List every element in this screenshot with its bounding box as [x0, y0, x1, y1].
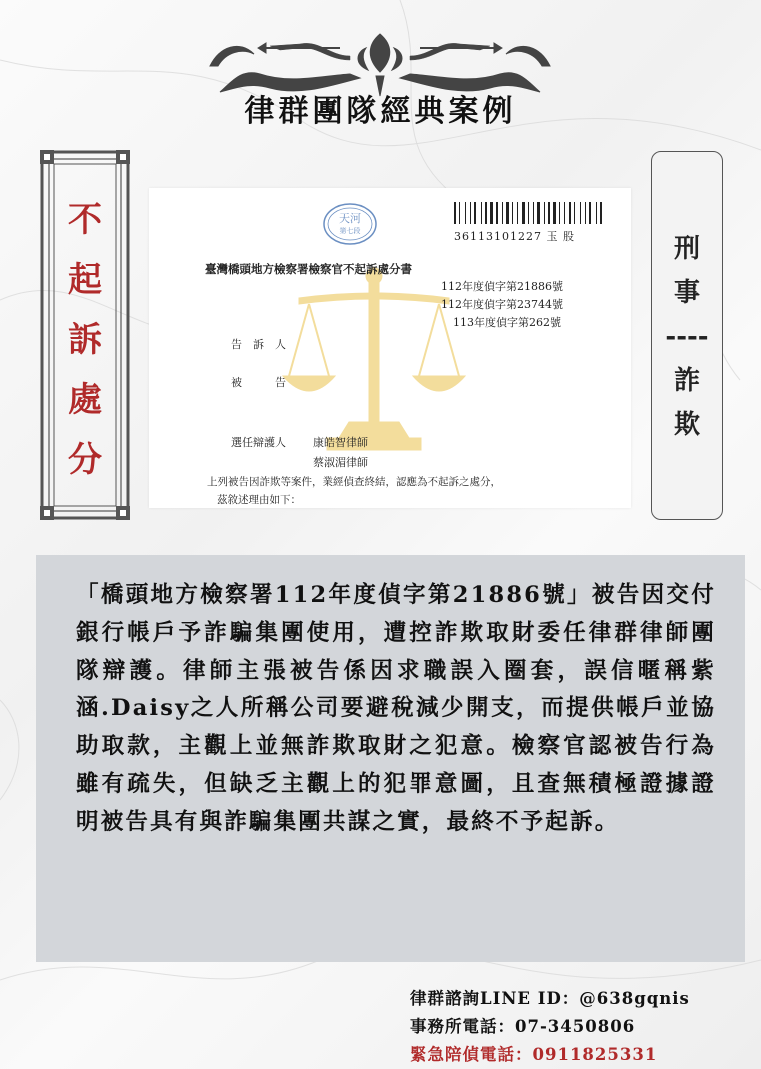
document-title: 臺灣橋頭地方檢察署檢察官不起訴處分書: [205, 262, 412, 276]
complainant-label: 告 訴 人: [231, 338, 286, 351]
page-title: 律群團隊經典案例: [244, 94, 517, 129]
lawyer-name: 康皓智律師: [313, 436, 368, 449]
document-paragraph: 茲敘述理由如下：: [217, 494, 301, 506]
verdict-char: 起: [68, 260, 102, 300]
contact-emergency-phone: 緊急陪偵電話：0911825331: [410, 1045, 658, 1064]
case-summary-text: 「橋頭地方檢察署112年度偵字第21886號」被告因交付銀行帳戶予詐騙集團使用，遭控詐欺取財委任律群律師團隊辯護。律師主張被告係因求職誤入圈套，誤信暱稱紫涵.Daisy之人所稱公司要避稅減少開支，而提供帳戶並協助取款，主觀上並無詐欺取財之犯意。檢察官認被告行為雖有疏失，但缺乏主觀上的犯罪意圖，且查無積極證據證明被告具有與詐騙集團共謀之實，最終不予起訴。: [76, 582, 716, 835]
case-type-char: 事: [673, 278, 700, 308]
document-image: [149, 188, 631, 508]
case-type-label: [652, 227, 722, 447]
document-paragraph: 上列被告因詐欺等案件，業經偵查終結，認應為不起訴之處分，: [207, 476, 501, 488]
verdict-char: 不: [68, 200, 102, 240]
case-number: 112年度偵字第21886號: [441, 280, 563, 293]
case-type-char: 刑: [673, 234, 700, 264]
verdict-frame: [40, 150, 130, 520]
case-type-char: 詐: [673, 366, 700, 396]
verdict-label: [40, 190, 130, 490]
stamp-icon: [321, 200, 379, 248]
verdict-char: 訴: [68, 320, 102, 360]
barcode-number: 36113101227 玉 股: [454, 230, 575, 243]
stamp-subtext: 第七段: [339, 227, 361, 235]
case-summary-panel: [36, 555, 745, 962]
case-type-char: 欺: [673, 410, 700, 440]
defender-label: 選任辯護人: [231, 436, 286, 449]
case-number: 113年度偵字第262號: [453, 316, 561, 329]
verdict-char: 分: [68, 440, 102, 480]
defendant-label: 被 告: [231, 376, 286, 389]
case-type-box: [651, 151, 723, 520]
verdict-char: 處: [68, 380, 102, 420]
lawyer-name: 蔡淑湄律師: [313, 456, 368, 469]
contact-line-id: 律群諮詢LINE ID：@638gqnis: [410, 989, 690, 1008]
contact-office-phone: 事務所電話：07-3450806: [410, 1017, 636, 1036]
case-type-char: ----: [665, 322, 709, 352]
stamp-text: 天河: [339, 212, 361, 225]
case-number: 112年度偵字第23744號: [441, 298, 563, 311]
barcode-icon: [454, 202, 604, 224]
